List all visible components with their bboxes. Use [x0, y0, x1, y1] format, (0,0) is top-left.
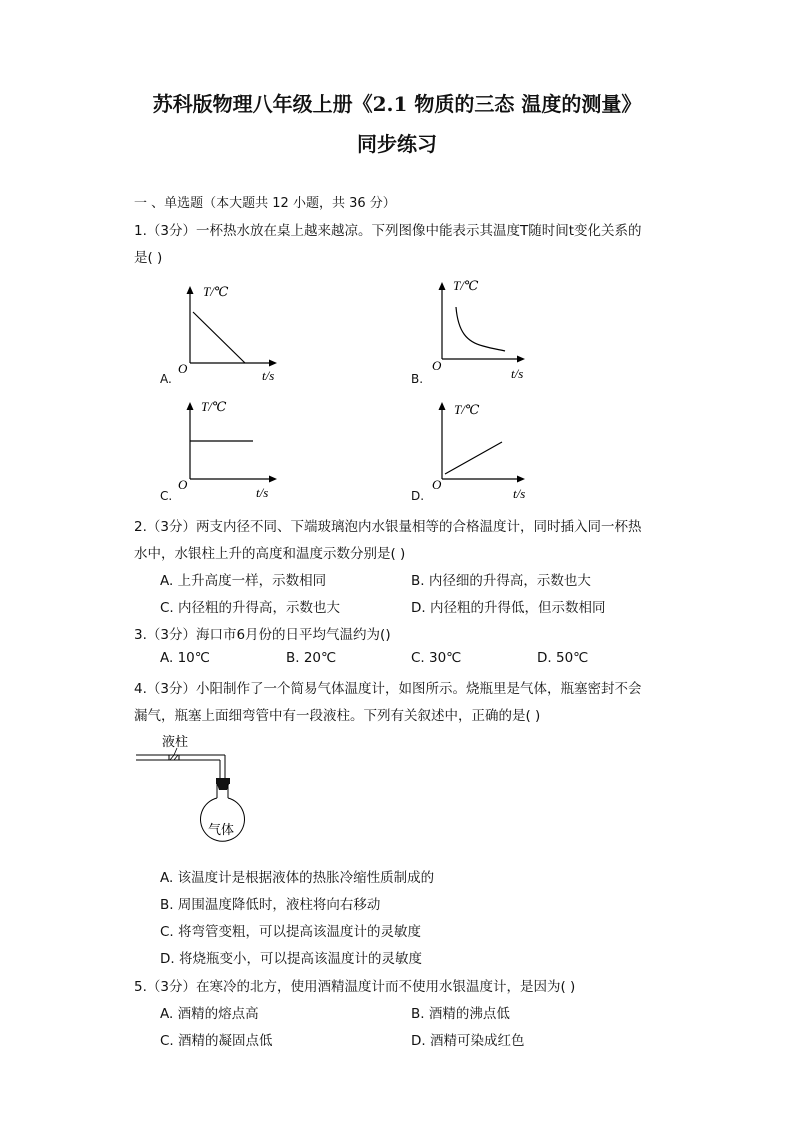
- q2-stem-line1: 2.（3分）两支内径不同、下端玻璃泡内水银量相等的合格温度计，同时插入同一杯热: [134, 519, 642, 535]
- graph-y-label: T/℃: [201, 399, 227, 414]
- q1-graph-a: [155, 278, 285, 388]
- q3-option-a[interactable]: A. 10℃: [160, 650, 210, 666]
- graph-x-label: t/s: [262, 368, 275, 383]
- q1-graph-d: [405, 396, 535, 506]
- q1-graph-b: [405, 272, 535, 384]
- graph-x-label: t/s: [256, 485, 269, 500]
- q4-option-a[interactable]: A. 该温度计是根据液体的热胀冷缩性质制成的: [160, 870, 435, 886]
- q1-stem-line1: 1.（3分）一杯热水放在桌上越来越凉。下列图像中能表示其温度T随时间t变化关系的: [134, 223, 642, 239]
- q2-stem-line2: 水中，水银柱上升的高度和温度示数分别是( ): [134, 546, 406, 562]
- page-subtitle: 同步练习: [357, 132, 437, 156]
- graph-y-label: T/℃: [203, 284, 229, 299]
- q1-stem-line2: 是( ): [134, 250, 163, 266]
- q2-option-c[interactable]: C. 内径粗的升得高，示数也大: [160, 600, 341, 616]
- q4-gas-thermometer-figure: [132, 728, 262, 853]
- q5-option-c[interactable]: C. 酒精的凝固点低: [160, 1033, 273, 1049]
- q4-option-c[interactable]: C. 将弯管变粗，可以提高该温度计的灵敏度: [160, 924, 422, 940]
- q1-option-a[interactable]: A.: [160, 372, 172, 386]
- q4-option-d[interactable]: D. 将烧瓶变小，可以提高该温度计的灵敏度: [160, 951, 422, 967]
- q4-option-b[interactable]: B. 周围温度降低时，液柱将向右移动: [160, 897, 381, 913]
- q5-option-d[interactable]: D. 酒精可染成红色: [411, 1033, 525, 1049]
- q4-label-liquid: 液柱: [162, 734, 189, 749]
- graph-y-label: T/℃: [453, 278, 479, 293]
- q5-option-b[interactable]: B. 酒精的沸点低: [411, 1006, 510, 1022]
- graph-origin: O: [432, 358, 442, 373]
- q3-stem: 3.（3分）海口市6月份的日平均气温约为(): [134, 627, 391, 643]
- q4-stem-line1: 4.（3分）小阳制作了一个简易气体温度计，如图所示。烧瓶里是气体，瓶塞密封不会: [134, 681, 642, 697]
- q3-option-c[interactable]: C. 30℃: [411, 650, 462, 666]
- graph-x-label: t/s: [511, 366, 524, 381]
- q3-option-d[interactable]: D. 50℃: [537, 650, 589, 666]
- q5-option-a[interactable]: A. 酒精的熔点高: [160, 1006, 259, 1022]
- q2-option-b[interactable]: B. 内径细的升得高，示数也大: [411, 573, 591, 589]
- q4-label-gas: 气体: [208, 822, 235, 837]
- graph-x-label: t/s: [513, 486, 526, 501]
- q5-stem: 5.（3分）在寒冷的北方，使用酒精温度计而不使用水银温度计，是因为( ): [134, 979, 576, 995]
- q1-option-d[interactable]: D.: [411, 489, 425, 503]
- q2-option-d[interactable]: D. 内径粗的升得低，但示数相同: [411, 600, 606, 616]
- q1-graph-c: [155, 395, 285, 505]
- q1-option-c[interactable]: C.: [160, 489, 173, 503]
- q4-stem-line2: 漏气，瓶塞上面细弯管中有一段液柱。下列有关叙述中，正确的是( ): [134, 708, 541, 724]
- q1-option-b[interactable]: B.: [411, 372, 424, 386]
- section-heading: 一 、单选题（本大题共 12 小题，共 36 分）: [134, 196, 396, 211]
- q3-option-b[interactable]: B. 20℃: [286, 650, 337, 666]
- q2-option-a[interactable]: A. 上升高度一样，示数相同: [160, 573, 327, 589]
- page-title: 苏科版物理八年级上册《2.1 物质的三态 温度的测量》: [152, 92, 642, 116]
- graph-y-label: T/℃: [454, 402, 480, 417]
- graph-origin: O: [178, 477, 188, 492]
- graph-origin: O: [178, 361, 188, 376]
- graph-origin: O: [432, 477, 442, 492]
